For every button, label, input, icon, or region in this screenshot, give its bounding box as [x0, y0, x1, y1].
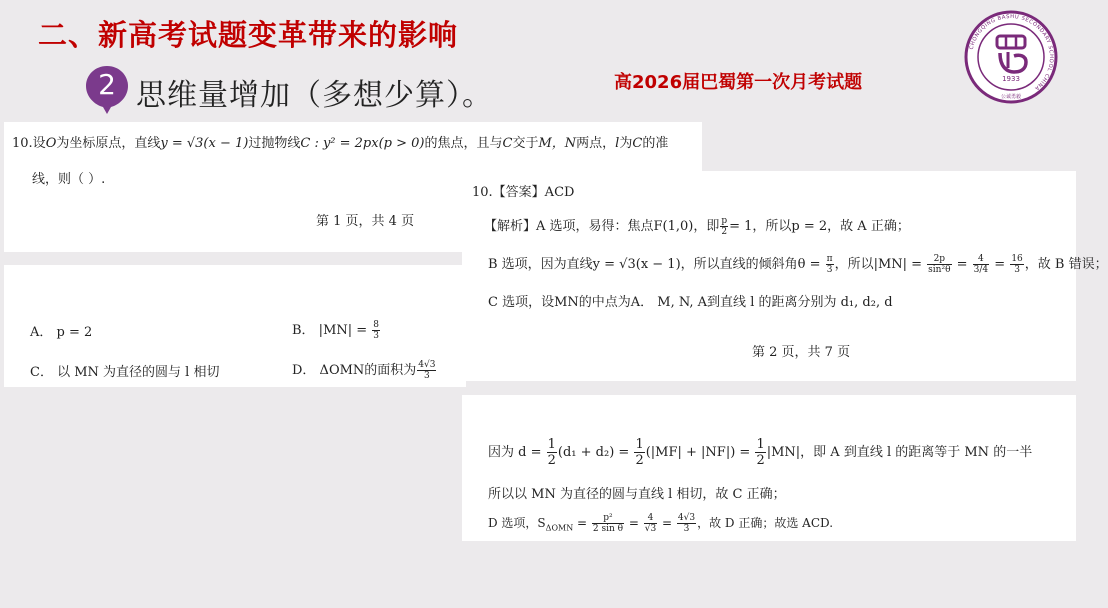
analysis-line-c: C 选项，设MN的中点为A． M, N, A到直线 l 的距离分别为 d₁, d₂, d: [488, 295, 893, 310]
analysis-line-a: 【解析】A 选项，易得：焦点F(1,0)，即 $\frac{p}{2}$ = 1，所以p = 2，故 A 正确；: [484, 216, 910, 237]
logo-year: 1933: [1002, 75, 1020, 83]
option-d: D． ΔOMN的面积为 $\frac{4√3}{3}$: [292, 360, 436, 381]
slide-title: 二、新高考试题变革带来的影响: [38, 18, 459, 52]
section-marker: [84, 64, 130, 110]
continuation-line-1: 因为 d = $\frac{1}{2}$ (d₁ + d₂) = $\frac{1}{2}$ (|MF| + |NF|) = $\frac{1}{2}$ |MN|，即 A 到直线 l 的距离等于 MN 的一半: [488, 437, 1033, 468]
answer-key: 10.【答案】ACD: [472, 185, 575, 200]
page-footer: 第 2 页，共 7 页: [752, 345, 851, 360]
school-seal-icon: [964, 10, 1058, 104]
answer-panel: [462, 171, 1108, 381]
continuation-line-3: D 选项，$S_{\Delta OMN}$ = $\frac{\text{p²}}{\text{2 sin θ}}$ = $\frac{4}{√3}$ = $\frac{4√3}{3}$ ，故 D 正确；故选 ACD.: [488, 513, 834, 534]
question-stem-line2: 线，则（ ）.: [32, 172, 106, 187]
options-panel: [4, 265, 466, 387]
solution-continuation-panel: [462, 395, 1076, 541]
slide-subtitle: 思维量增加（多想少算）。: [136, 78, 493, 113]
page-footer: 第 1 页，共 4 页: [316, 214, 415, 229]
continuation-line-2: 所以以 MN 为直径的圆与直线 l 相切，故 C 正确；: [488, 487, 786, 502]
logo-bottom-text: 公诚勇毅: [1000, 94, 1022, 100]
analysis-line-b: B 选项，因为直线y = √3(x − 1)，所以直线的倾斜角θ = $\frac{\pi}{3}$ ，所以|MN| = $\frac{2p}{\text{sin²θ}}$ = $\frac{4}{3/4}$ = $\frac{16}{3}$ ，故 B 错误；: [488, 254, 1108, 275]
exam-source-tag: 高2026届巴蜀第一次月考试题: [614, 72, 863, 93]
option-a: A． p = 2: [30, 325, 93, 340]
marker-number: 2: [98, 68, 116, 101]
option-b: B． |MN| = $\frac{8}{3}$: [292, 320, 380, 341]
school-logo: [964, 10, 1058, 104]
option-c: C． 以 MN 为直径的圆与 l 相切: [30, 365, 220, 380]
question-stem-line1: 10.设O为坐标原点，直线y = √3(x − 1)过抛物线C : y² = 2px(p > 0)的焦点，且与C交于M，N两点，l为C的准: [12, 136, 669, 151]
logo-ring-text: CHONGQING BASHU SECONDARY SCHOOL CHINA: [968, 13, 1055, 92]
